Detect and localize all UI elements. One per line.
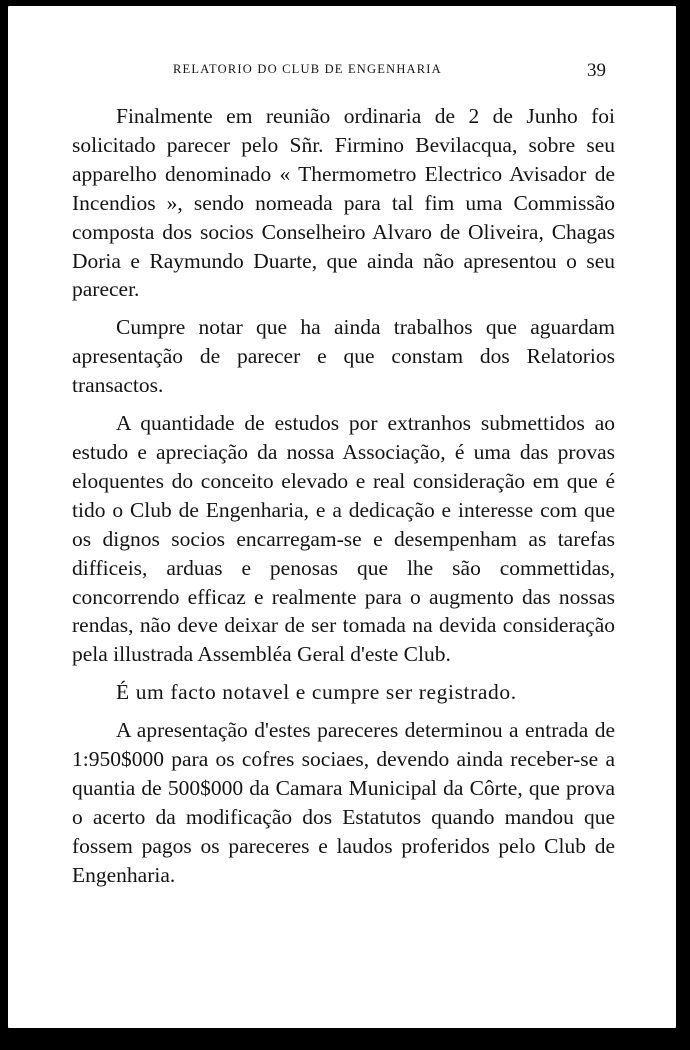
paragraph: Finalmente em reunião ordinaria de 2 de Junho foi solicitado parecer pelo Sñr. Firmino Bevilacqua, sobre seu apparelho denominado « Thermometro Electrico Avisador de Incendios », sendo nomeada para tal fim uma Commissão composta dos socios Conselheiro Alvaro de Oliveira, Chagas Doria e Raymundo Duarte, que ainda não apresentou o seu parecer. xyxy=(72,104,615,302)
page-header xyxy=(8,60,676,80)
running-title: RELATORIO DO CLUB DE ENGENHARIA xyxy=(173,62,442,76)
paragraph: É um facto notavel e cumpre ser registrado. xyxy=(116,680,517,705)
paragraph: A quantidade de estudos por extranhos submettidos ao estudo e apreciação da nossa Associação, é uma das provas eloquentes do conceito elevado e real consideração em que é tido o Club de Engenharia, e a dedicação e interesse com que os dignos socios encarregam-se e desempenham as tarefas difficeis, arduas e penosas que lhe são commettidas, concorrendo efficaz e realmente para o augmento das nossas rendas, não deve deixar de ser tomada na devida consideração pela illustrada Assembléa Geral d'este Club. xyxy=(72,411,615,667)
paragraph: A apresentação d'estes pareceres determinou a entrada de 1:950$000 para os cofres sociaes, devendo ainda receber-se a quantia de 500$000 da Camara Municipal da Côrte, que prova o acerto da modificação dos Estatutos quando mandou que fossem pagos os pareceres e laudos proferidos pelo Club de Engenharia. xyxy=(72,718,615,887)
body-text xyxy=(72,102,615,890)
page-number: 39 xyxy=(587,60,606,81)
paragraph: Cumpre notar que ha ainda trabalhos que aguardam apresentação de parecer e que constam dos Relatorios transactos. xyxy=(72,315,615,398)
book-page xyxy=(8,6,676,1028)
